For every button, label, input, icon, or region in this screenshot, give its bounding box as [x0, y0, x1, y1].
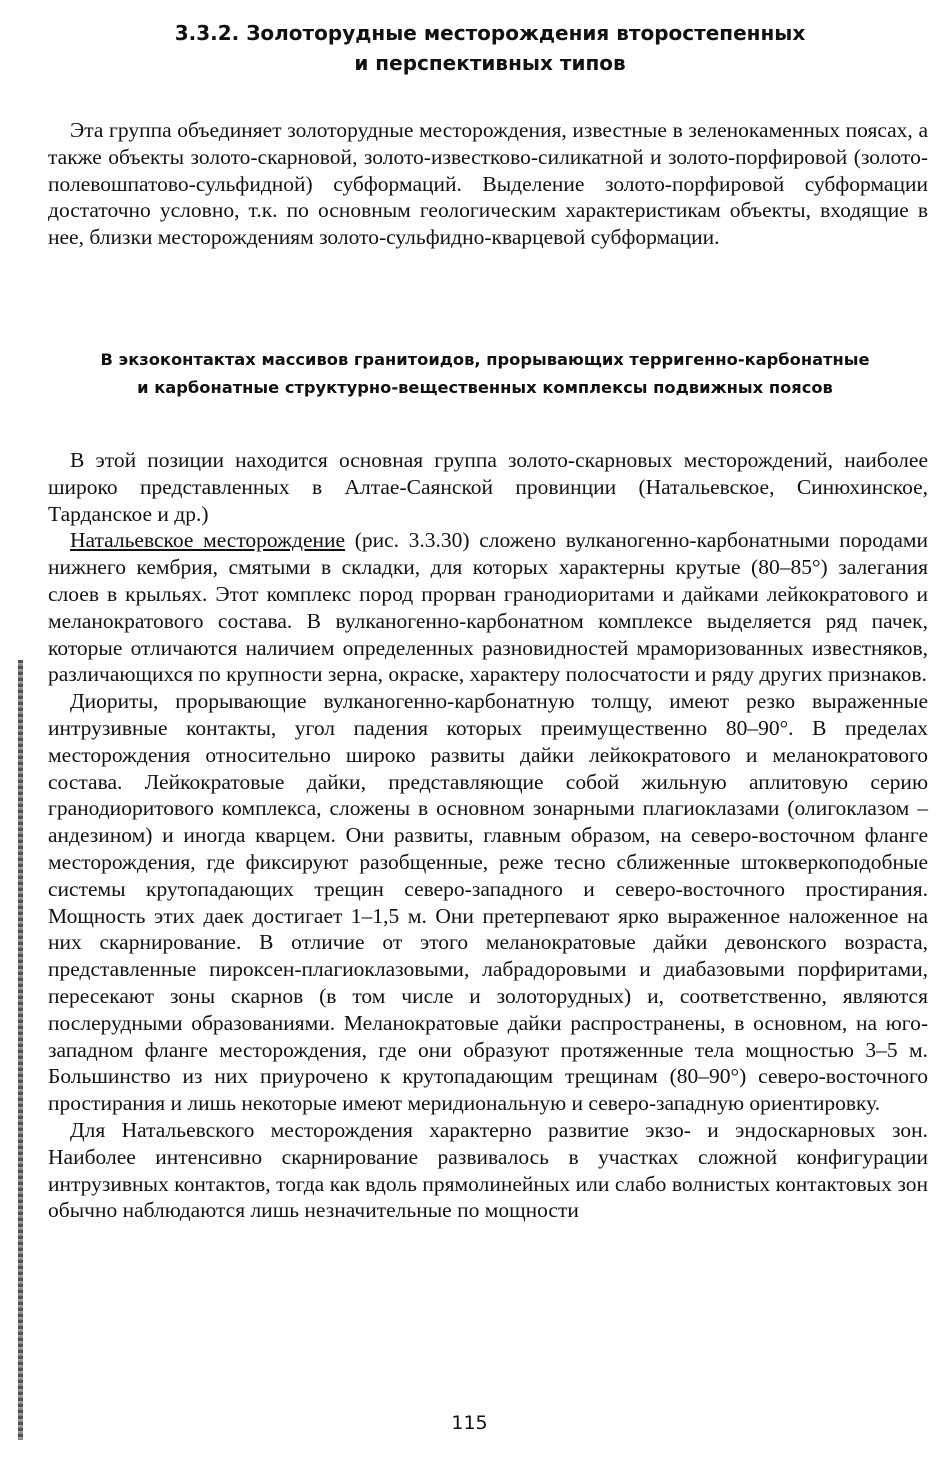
section-title-line-1: 3.3.2. Золоторудные месторождения второстепенных: [174, 21, 806, 45]
page-number: 115: [451, 1412, 488, 1434]
scan-edge-artifact: [18, 660, 23, 1440]
paragraph-2-text: (рис. 3.3.30) сложено вулканогенно-карбонатными породами нижнего кембрия, смятыми в складки, для которых характерны крутые (80–85°) залегания слоев в крыльях. Этот комплекс пород прорван гранодиоритами и дайками лейкократового и меланократового состава. В вулканогенно-карбонатном комплексе выделяется ряд пачек, которые отличаются наличием определенных разновидностей мраморизованных известняков, различающихся по крупности зерна, окраске, характеру полосчатости и ряду других признаков.: [48, 528, 928, 687]
section-title-line-2: и перспективных типов: [354, 51, 626, 75]
intro-paragraph: Эта группа объединяет золоторудные месторождения, известные в зеленокаменных поясах, а также объекты золото-скарновой, золото-известково-силикатной и золото-порфировой (золото-полевошпатово-сульфидной) субформаций. Выделение золото-порфировой субформации достаточно условно, т.к. по основным геологическим характеристикам объекты, входящие в нее, близки месторождениям золото-сульфидно-кварцевой субформации.: [48, 118, 928, 250]
subsection-heading-line-2: и карбонатные структурно-вещественных комплексы подвижных поясов: [137, 378, 833, 397]
subsection-heading-line-1: В экзоконтактах массивов гранитоидов, прорывающих терригенно-карбонатные: [100, 350, 870, 369]
paragraph-3: Диориты, прорывающие вулканогенно-карбонатную толщу, имеют резко выраженные интрузивные контакты, угол падения которых преимущественно 80–90°. В пределах месторождения относительно широко развиты дайки лейкократового и меланократового состава. Лейкократовые дайки, представляющие собой жильную аплитовую серию гранодиоритового комплекса, сложены в основном зонарными плагиоклазами (олигоклазом – андезином) и иногда кварцем. Они развиты, главным образом, на северо-восточном фланге месторождения, где фиксируют разобщенные, реже тесно сближенные штокверкоподобные системы крутопадающих трещин северо-западного и северо-восточного простирания. Мощность этих даек достигает 1–1,5 м. Они претерпевают ярко выраженное наложенное на них скарнирование. В отличие от этого меланократовые дайки девонского возраста, представленные пироксен-плагиоклазовыми, лабрадоровыми и диабазовыми порфиритами, пересекают зоны скарнов (в том числе и золоторудных) и, соответственно, являются послерудными образованиями. Меланократовые дайки распространены, в основном, на юго-западном фланге месторождения, где они образуют протяженные тела мощностью 3–5 м. Большинство из них приурочено к крутопадающим трещинам (80–90°) северо-восточного простирания и лишь некоторые имеют меридиональную и северо-западную ориентировку.: [48, 689, 928, 1116]
intro-block: [48, 117, 928, 251]
paragraph-1: В этой позиции находится основная группа золото-скарновых месторождений, наиболее широко представленных в Алтае-Саянской провинции (Натальевское, Синюхинское, Тарданское и др.): [48, 448, 928, 526]
main-text-block: [48, 447, 928, 1224]
paragraph-2: [48, 527, 928, 688]
subsection-heading: [40, 346, 930, 402]
deposit-name-underlined: Натальевское месторождение: [70, 528, 346, 553]
paragraph-4: Для Натальевского месторождения характерно развитие экзо- и эндоскарновых зон. Наиболее интенсивно скарнирование развивалось в участках сложной конфигурации интрузивных контактов, тогда как вдоль прямолинейных или слабо волнистых контактовых зон обычно наблюдаются лишь незначительные по мощности: [48, 1117, 928, 1223]
section-title: [60, 18, 920, 78]
